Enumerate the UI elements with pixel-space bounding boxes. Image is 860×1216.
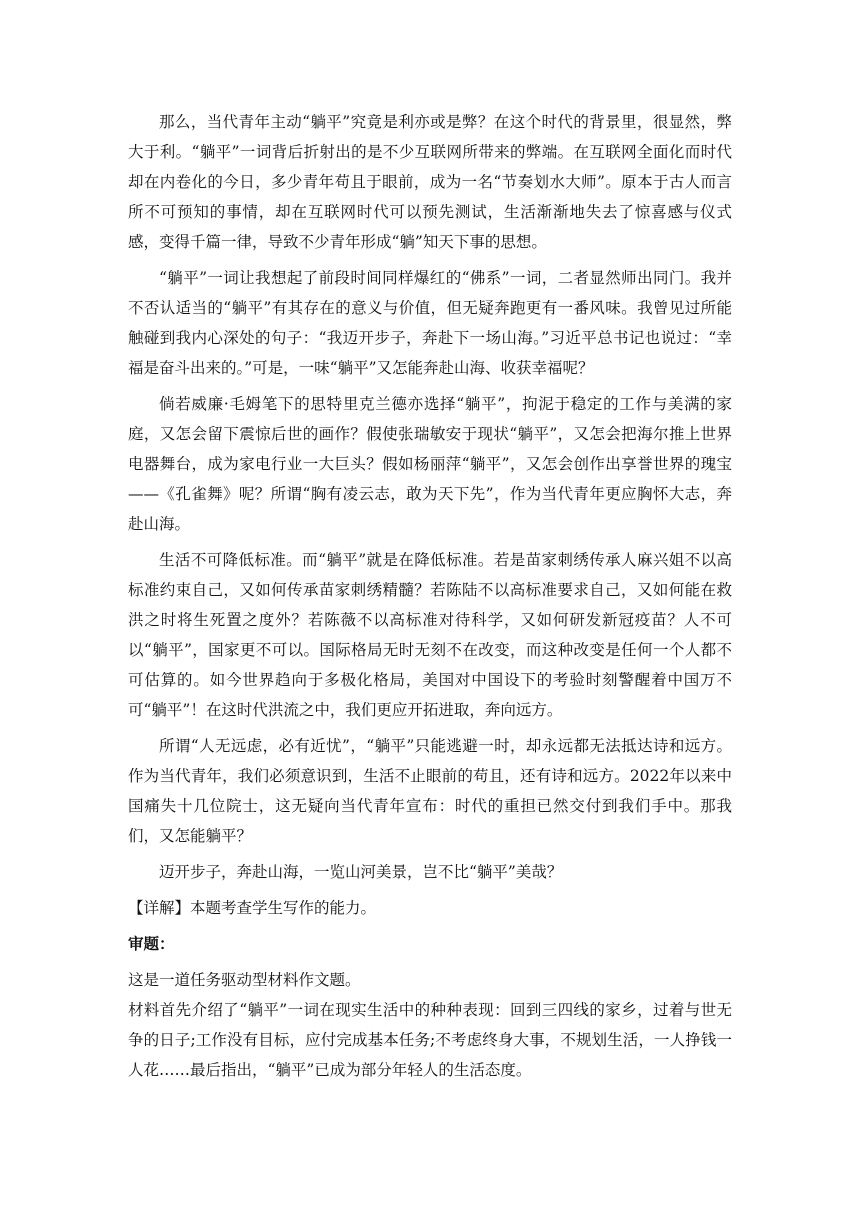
essay-paragraph-1: 那么，当代青年主动“躺平”究竟是利亦或是弊？在这个时代的背景里，很显然，弊大于利。“躺平”一词背后折射出的是不少互联网所带来的弊端。在互联网全面化而时代却在内卷化的今日，多少青年苟且于眼前，成为一名“节奏划水大师”。原本于古人而言所不可预知的事情，却在互联网时代可以预先测试，生活渐渐地失去了惊喜感与仪式感，变得千篇一律，导致不少青年形成“躺”知天下事的思想。 — [128, 113, 732, 251]
essay-paragraph-4: 生活不可降低标准。而“躺平”就是在降低标准。若是苗家刺绣传承人麻兴姐不以高标准约束自己，又如何传承苗家刺绣精髓？若陈陆不以高标准要求自己，又如何能在救洪之时将生死置之度外？若陈薇不以高标准对待科学，又如何研发新冠疫苗？人不可以“躺平”，国家更不可以。国际格局无时无刻不在改变，而这种改变是任何一个人都不可估算的。如今世界趋向于多极化格局，美国对中国设下的考验时刻警醒着中国万不可“躺平”！在这时代洪流之中，我们更应开拓进取，奔向远方。 — [128, 551, 732, 719]
detail-line — [128, 893, 732, 923]
section-label-shenti: 审题： — [128, 935, 175, 953]
detail-tag: 【详解】 — [128, 899, 191, 917]
analysis-line-1: 这是一道任务驱动型材料作文题。 — [128, 971, 361, 989]
essay-paragraph-3: 倘若威廉·毛姆笔下的思特里克兰德亦选择“躺平”，拘泥于稳定的工作与美满的家庭，又怎会留下震惊后世的画作？假使张瑞敏安于现状“躺平”，又怎会把海尔推上世界电器舞台，成为家电行业一大巨头？假如杨丽萍“躺平”，又怎会创作出享誉世界的瑰宝——《孔雀舞》呢？所谓“胸有凌云志，敢为天下先”，作为当代青年更应胸怀大志，奔赴山海。 — [128, 395, 732, 533]
detail-text: 本题考查学生写作的能力。 — [190, 899, 377, 917]
essay-paragraph-5: 所谓“人无远虑，必有近忧”，“躺平”只能逃避一时，却永远都无法抵达诗和远方。作为当代青年，我们必须意识到，生活不止眼前的苟且，还有诗和远方。2022年以来中国痛失十几位院士，这无疑向当代青年宣布：时代的重担已然交付到我们手中。那我们，又怎能躺平？ — [128, 737, 732, 845]
essay-paragraph-2: “躺平”一词让我想起了前段时间同样爆红的“佛系”一词，二者显然师出同门。我并不否认适当的“躺平”有其存在的意义与价值，但无疑奔跑更有一番风味。我曾见过所能触碰到我内心深处的句子：“我迈开步子，奔赴下一场山海。”习近平总书记也说过：“幸福是奋斗出来的。”可是，一味“躺平”又怎能奔赴山海、收获幸福呢？ — [128, 269, 732, 377]
analysis-line-2: 材料首先介绍了“躺平”一词在现实生活中的种种表现：回到三四线的家乡，过着与世无争的日子;工作没有目标，应付完成基本任务;不考虑终身大事，不规划生活，一人挣钱一人花……最后指出，“躺平”已成为部分年轻人的生活态度。 — [128, 1001, 732, 1079]
essay-paragraph-6: 迈开步子，奔赴山海，一览山河美景，岂不比“躺平”美哉？ — [159, 863, 563, 881]
